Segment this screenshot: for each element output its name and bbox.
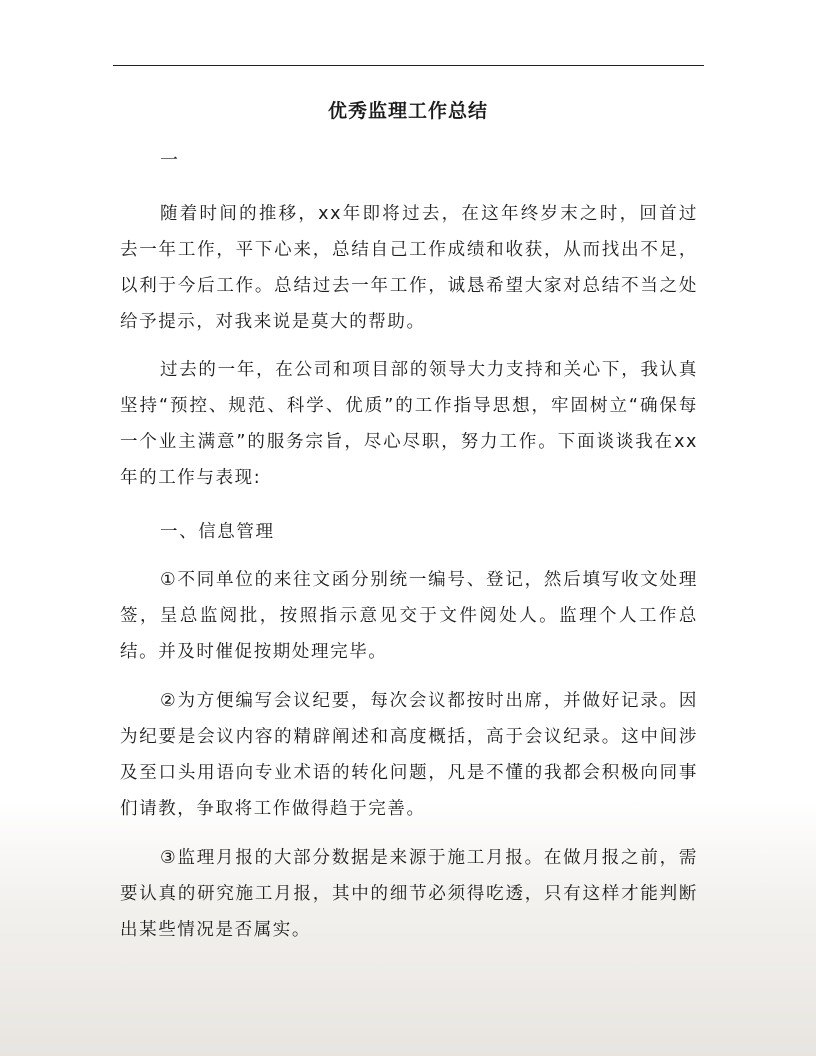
section-number: 一 bbox=[160, 150, 178, 171]
paragraph-item-2: ②为方便编写会议纪要，每次会议都按时出席，并做好记录。因为纪要是会议内容的精辟阐述和高度概括，高于会议纪录。这中间涉及至口头用语向专业术语的转化问题，凡是不懂的我都会积极向同事们请教，争取将工作做得趋于完善。 bbox=[120, 691, 698, 819]
header-rule bbox=[113, 65, 704, 66]
document-title: 优秀监理工作总结 bbox=[327, 100, 488, 122]
paragraph-intro: 随着时间的推移，xx年即将过去，在这年终岁末之时，回首过去一年工作，平下心来，总结自己工作成绩和收获，从而找出不足，以利于今后工作。总结过去一年工作，诚恳希望大家对总结不当之处给予提示，对我来说是莫大的帮助。 bbox=[120, 204, 698, 332]
section-heading-info-management: 一、信息管理 bbox=[160, 522, 275, 542]
paragraph-item-1: ①不同单位的来往文函分别统一编号、登记，然后填写收文处理签，呈总监阅批，按照指示意见交于文件阅处人。监理个人工作总结。并及时催促按期处理完毕。 bbox=[120, 570, 698, 662]
paragraph-item-3: ③监理月报的大部分数据是来源于施工月报。在做月报之前，需要认真的研究施工月报，其中的细节必须得吃透，只有这样才能判断出某些情况是否属实。 bbox=[120, 848, 698, 940]
paragraph-overview: 过去的一年，在公司和项目部的领导大力支持和关心下，我认真坚持“预控、规范、科学、优质”的工作指导思想，牢固树立“确保每一个业主满意”的服务宗旨，尽心尽职，努力工作。下面谈谈我在xx年的工作与表现: bbox=[120, 360, 698, 488]
